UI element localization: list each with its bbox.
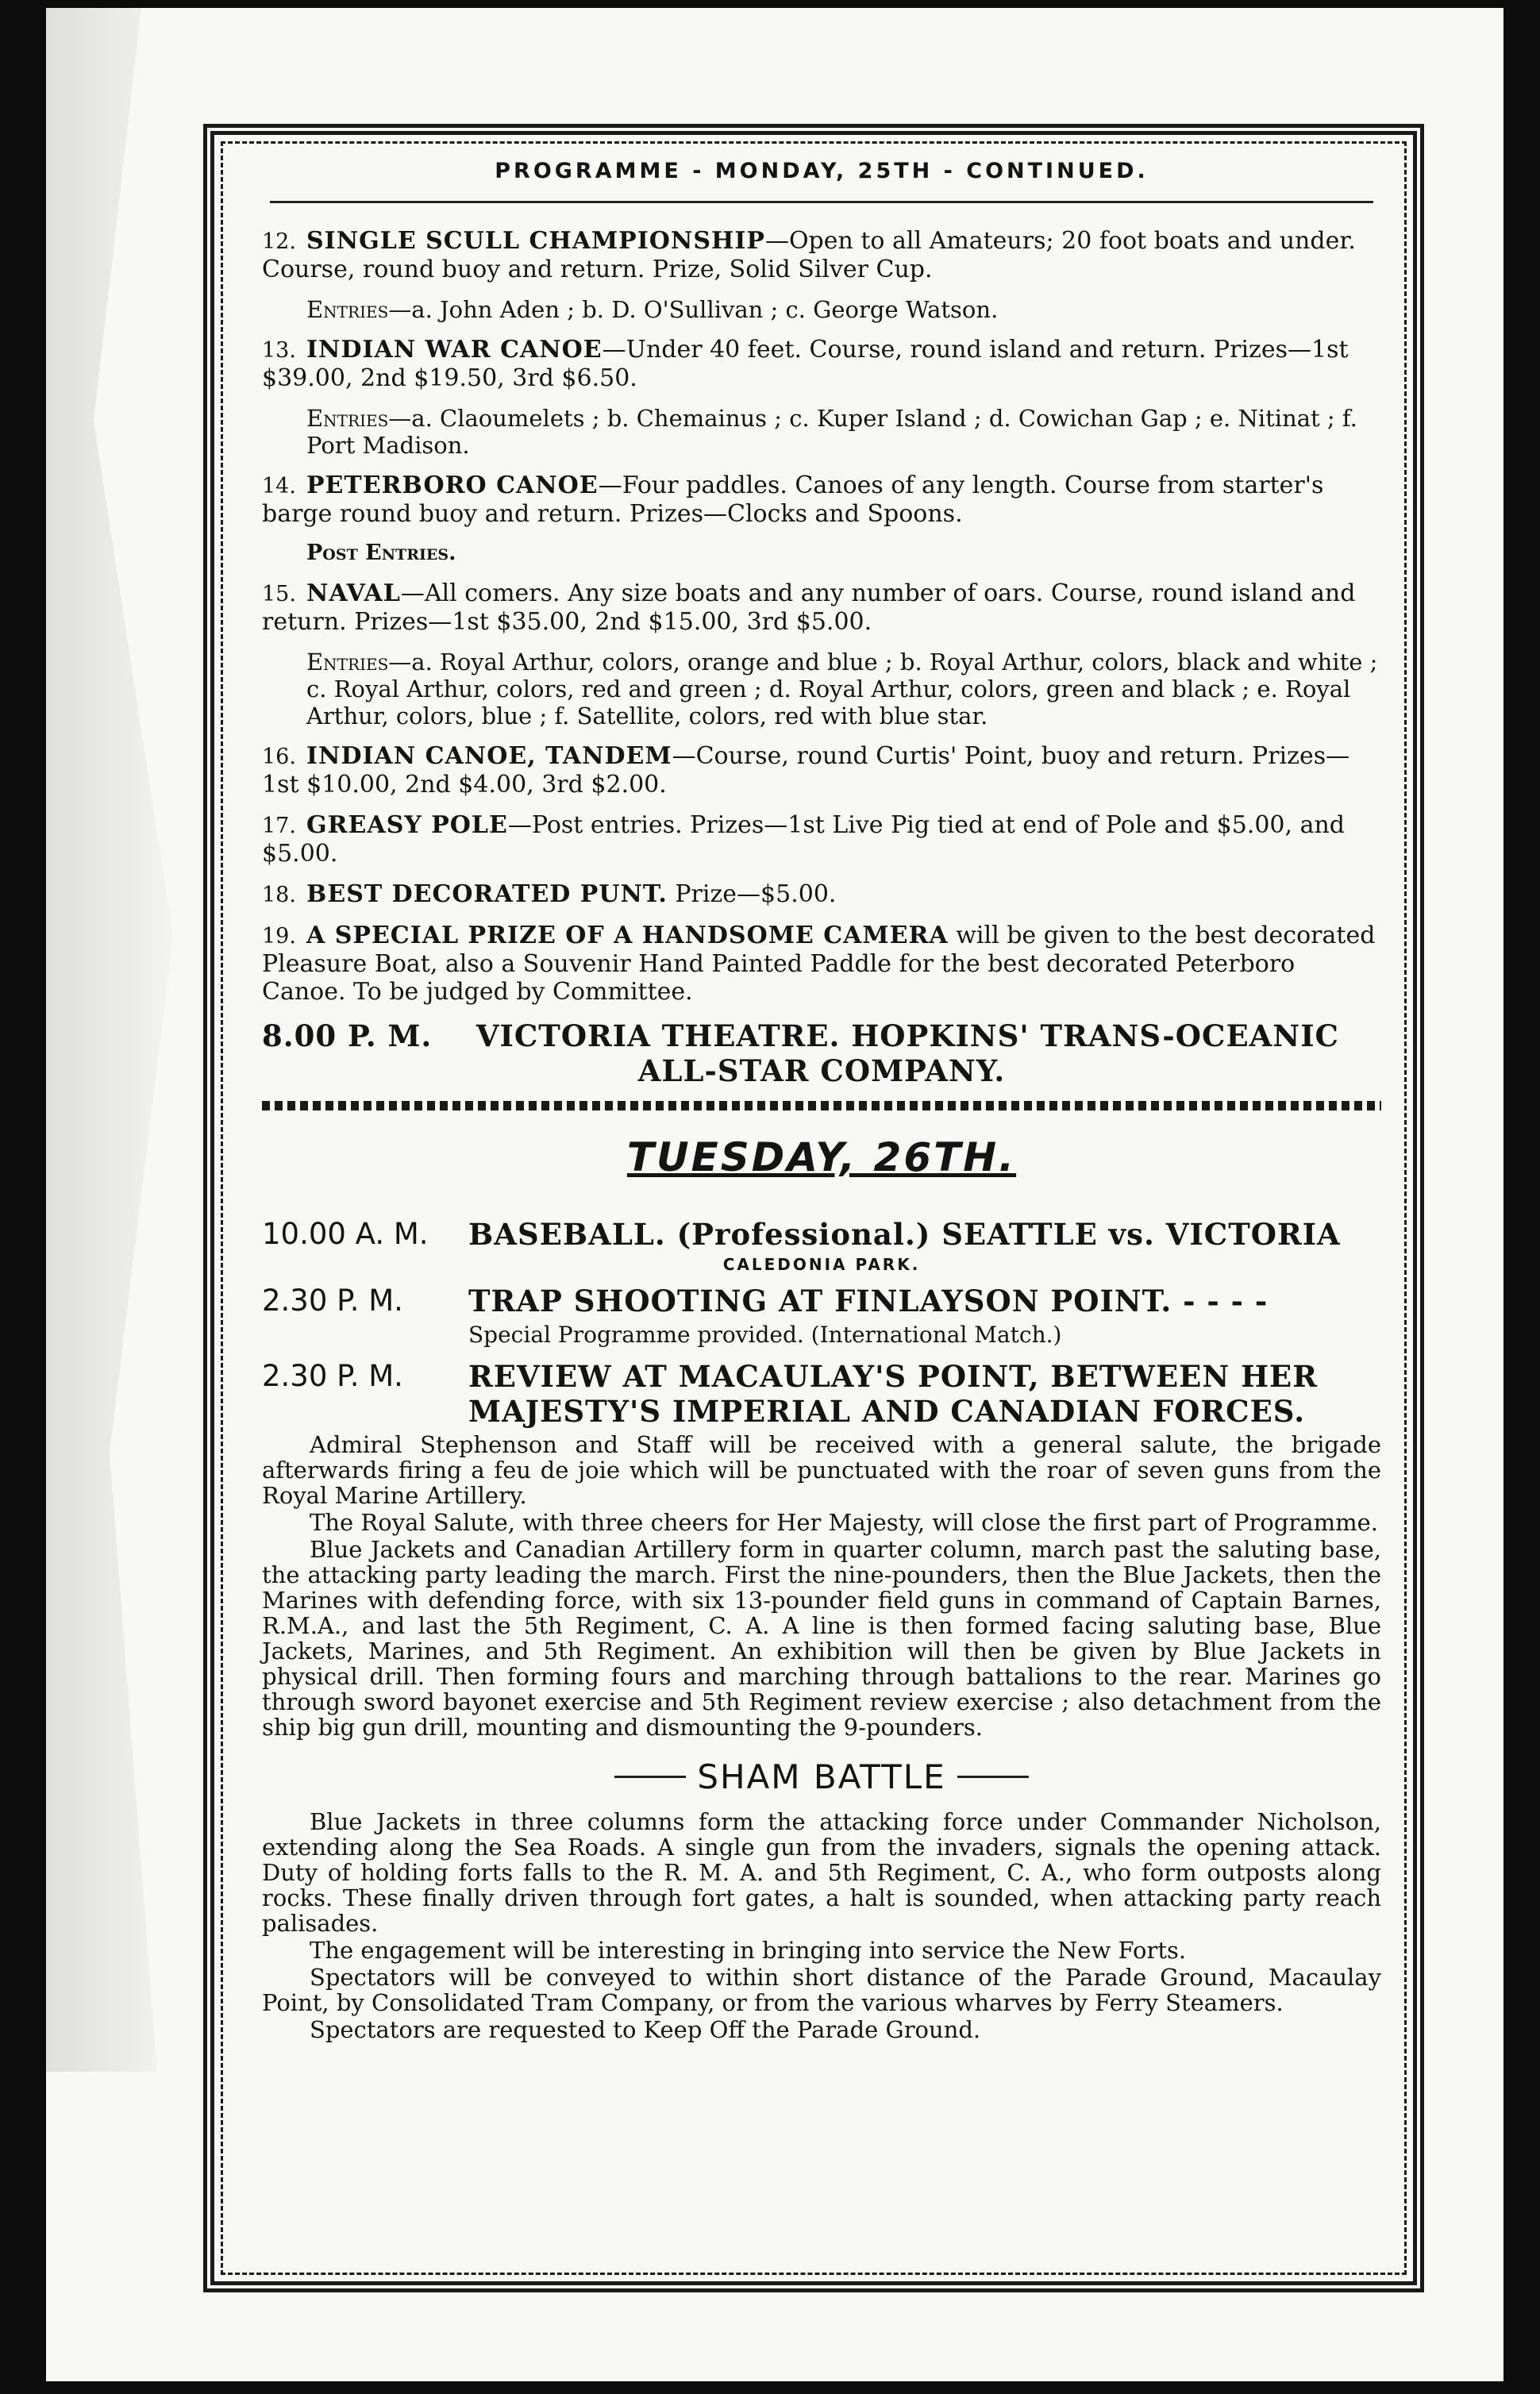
event-line <box>262 880 1381 909</box>
entries-label: Entries— <box>306 405 412 432</box>
review-description <box>262 1432 1381 1740</box>
event-title: SINGLE SCULL CHAMPIONSHIP <box>306 227 765 255</box>
event-line <box>262 811 1381 868</box>
event-description: —Post entries. Prizes—1st Live Pig tied at end of Pole and $5.00, and $5.00. <box>262 811 1345 868</box>
event-item <box>262 227 1381 323</box>
review-time: 2.30 P. M. <box>262 1359 403 1393</box>
event-title: PETERBORO CANOE <box>306 471 599 499</box>
entries-list: a. Royal Arthur, colors, orange and blue ; b. Royal Arthur, colors, black and white ; c. Royal Arthur, colors, red and green ; d. Royal Arthur, colors, green and black ; e. Royal Arthur, colors, blue ; f. Satellite, colors, red with blue star. <box>306 649 1378 729</box>
event-item <box>262 471 1381 565</box>
event-description: —Open to all Amateurs; 20 foot boats and under. Course, round buoy and return. Prize, Solid Silver Cup. <box>262 227 1356 283</box>
baseball-time: 10.00 A. M. <box>262 1217 429 1251</box>
heading-rule-right <box>957 1776 1029 1778</box>
heading-rule-left <box>614 1776 686 1778</box>
event-item <box>262 811 1381 868</box>
event-item <box>262 922 1381 1006</box>
baseball-event: BASEBALL. (Professional.) SEATTLE vs. VICTORIA <box>468 1217 1341 1252</box>
event-title: GREASY POLE <box>306 811 508 839</box>
entries-list: a. Claoumelets ; b. Chemainus ; c. Kuper Island ; d. Cowichan Gap ; e. Nitinat ; f. Port Madison. <box>306 405 1357 459</box>
theatre-time: 8.00 P. M. <box>262 1018 433 1053</box>
entries-list: a. John Aden ; b. D. O'Sullivan ; c. George Watson. <box>411 296 999 323</box>
event-description: —All comers. Any size boats and any number of oars. Course, round island and return. Prizes—1st $35.00, 2nd $15.00, 3rd $5.00. <box>262 579 1356 636</box>
paragraph: Spectators will be conveyed to within short distance of the Parade Ground, Macaulay Point, by Consolidated Tram Company, or from the various wharves by Ferry Steamers. <box>262 1964 1381 2016</box>
event-number: 14. <box>262 474 296 498</box>
review-event: REVIEW AT MACAULAY'S POINT, BETWEEN HER MAJESTY'S IMPERIAL AND CANADIAN FORCES. <box>468 1359 1318 1429</box>
event-item <box>262 742 1381 799</box>
event-line <box>262 579 1381 636</box>
trap-note: Special Programme provided. (International Match.) <box>468 1322 1062 1348</box>
theatre-line2: ALL-STAR COMPANY. <box>637 1053 1006 1088</box>
entries-label: Entries— <box>306 296 412 323</box>
event-number: 17. <box>262 814 296 838</box>
post-entries: Post Entries. <box>306 541 456 565</box>
event-title: A SPECIAL PRIZE OF A HANDSOME CAMERA <box>306 922 949 949</box>
event-item <box>262 336 1381 459</box>
baseball-venue: CALEDONIA PARK. <box>722 1255 921 1274</box>
sham-battle-title: SHAM BATTLE <box>697 1757 946 1796</box>
paragraph: The Royal Salute, with three cheers for Her Majesty, will close the first part of Programme. <box>310 1509 1378 1536</box>
theatre-event <box>262 1018 1381 1088</box>
paragraph: The engagement will be interesting in bringing into service the New Forts. <box>310 1937 1187 1964</box>
event-description: —Four paddles. Canoes of any length. Course from starter's barge round buoy and return. Prizes—Clocks and Spoons. <box>262 471 1324 528</box>
event-line <box>262 471 1381 528</box>
event-item <box>262 880 1381 909</box>
event-number: 12. <box>262 229 296 254</box>
trap-row <box>262 1284 1381 1318</box>
event-number: 19. <box>262 924 296 949</box>
paragraph: Spectators are requested to Keep Off the Parade Ground. <box>310 2016 981 2043</box>
trap-event: TRAP SHOOTING AT FINLAYSON POINT. - - - - <box>468 1284 1269 1318</box>
monday-events <box>262 227 1381 1006</box>
event-line <box>262 227 1381 283</box>
event-description: —Course, round Curtis' Point, buoy and return. Prizes—1st $10.00, 2nd $4.00, 3rd $2.00. <box>262 742 1350 799</box>
event-title: INDIAN CANOE, TANDEM <box>306 742 672 770</box>
programme-content <box>262 159 1381 2044</box>
event-line <box>262 922 1381 1006</box>
event-line <box>262 336 1381 392</box>
paragraph: Blue Jackets and Canadian Artillery form in quarter column, march past the saluting base, the attacking party leading the march. First the nine-pounders, then the Blue Jackets, then the Marines with defending force, with six 13-pounder field guns in command of Captain Barnes, R.M.A., and last the 5th Regiment, C. A. A line is then formed facing saluting base, Blue Jackets, Marines, and 5th Regiment. An exhibition will then be given by Blue Jackets in physical drill. Then forming fours and marching through battalions to the rear. Marines go through sword bayonet exercise and 5th Regiment review exercise ; also detachment from the ship big gun drill, mounting and dismounting the 9-pounders. <box>262 1536 1381 1741</box>
event-title: INDIAN WAR CANOE <box>306 336 603 364</box>
event-description: will be given to the best decorated Pleasure Boat, also a Souvenir Hand Painted Paddle for the best decorated Peterboro Canoe. To be judged by Committee. <box>262 922 1376 1006</box>
event-number: 13. <box>262 338 296 363</box>
event-description: Prize—$5.00. <box>667 880 837 908</box>
event-number: 16. <box>262 745 296 769</box>
theatre-line1: VICTORIA THEATRE. HOPKINS' TRANS-OCEANIC <box>475 1018 1339 1053</box>
event-line <box>262 742 1381 799</box>
event-entries <box>306 649 1381 729</box>
paragraph: Admiral Stephenson and Staff will be received with a general salute, the brigade afterwards firing a feu de joie which will be punctuated with the roar of seven guns from the Royal Marine Artillery. <box>262 1431 1381 1509</box>
event-title: BEST DECORATED PUNT. <box>306 880 668 908</box>
event-entries <box>306 405 1381 459</box>
review-row <box>262 1359 1381 1429</box>
event-entries <box>306 296 1381 323</box>
event-number: 18. <box>262 883 296 907</box>
page-header: PROGRAMME - MONDAY, 25TH - CONTINUED. <box>270 159 1373 203</box>
sham-battle-description <box>262 1809 1381 2042</box>
entries-label: Entries— <box>306 649 412 675</box>
event-description: —Under 40 feet. Course, round island and return. Prizes—1st $39.00, 2nd $19.50, 3rd $6.50. <box>262 336 1349 392</box>
sham-battle-heading <box>262 1757 1381 1796</box>
paragraph: Blue Jackets in three columns form the attacking force under Commander Nicholson, extending along the Sea Roads. A single gun from the invaders, signals the opening attack. Duty of holding forts falls to the R. M. A. and 5th Regiment, C. A., who form outposts along rocks. These finally driven through fort gates, a halt is sounded, when attacking party reach palisades. <box>262 1808 1381 1937</box>
event-number: 15. <box>262 582 296 606</box>
baseball-row <box>262 1217 1381 1252</box>
trap-time: 2.30 P. M. <box>262 1284 403 1318</box>
event-item <box>262 579 1381 729</box>
zigzag-divider <box>262 1101 1381 1110</box>
event-title: NAVAL <box>306 579 401 607</box>
tuesday-heading: TUESDAY, 26TH. <box>626 1134 1017 1180</box>
